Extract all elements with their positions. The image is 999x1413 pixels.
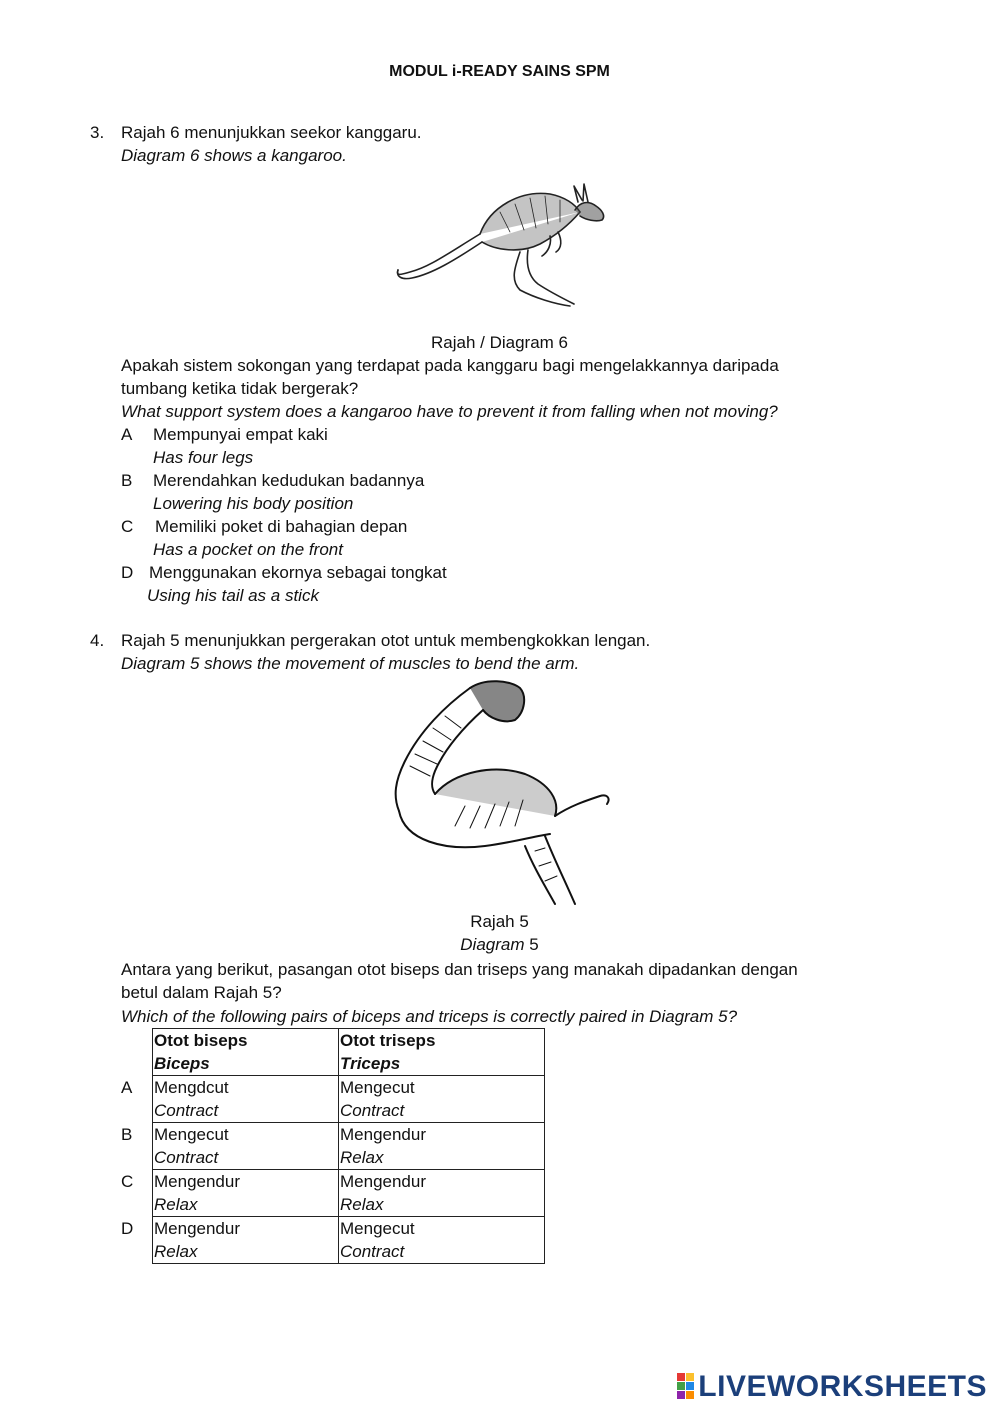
cell-text: Mengendur <box>340 1125 427 1144</box>
q4-caption-ms: Rajah 5 <box>470 912 529 931</box>
q3-option-b-ms: Merendahkan kedudukan badannya <box>153 471 425 490</box>
kangaroo-illustration <box>370 172 620 317</box>
q3-question-ms-1: Apakah sistem sokongan yang terdapat pada kanggaru bagi mengelakkannya daripada <box>121 356 779 375</box>
q3-option-c-en: Has a pocket on the front <box>153 540 343 559</box>
table-row <box>153 1123 545 1170</box>
table-cell-biceps <box>153 1217 339 1264</box>
q3-option-letter: A <box>121 425 133 444</box>
liveworksheets-logo <box>677 1369 987 1403</box>
row-letter-b: B <box>121 1125 133 1144</box>
table-header-triceps <box>339 1029 545 1076</box>
q3-option-b-en: Lowering his body position <box>153 494 354 513</box>
q4-pairs-table <box>152 1028 545 1264</box>
cell-text: Mengdcut <box>154 1078 229 1097</box>
q3-caption: Rajah / Diagram 6 <box>430 333 568 352</box>
cell-text: Relax <box>154 1242 198 1261</box>
q4-question-en: Which of the following pairs of biceps and triceps is correctly paired in Diagram 5? <box>121 1007 738 1026</box>
cell-text: Mengecut <box>340 1078 415 1097</box>
q4-question-ms-1: Antara yang berikut, pasangan otot biseps dan triseps yang manakah dipadankan dengan <box>121 960 798 979</box>
header-triceps-ms: Otot triseps <box>340 1031 436 1050</box>
q3-option-letter: D <box>121 563 134 582</box>
table-cell-biceps <box>153 1123 339 1170</box>
cell-text: Contract <box>154 1148 219 1167</box>
cell-text: Relax <box>340 1148 384 1167</box>
cell-text: Relax <box>154 1195 198 1214</box>
cell-text: Mengendur <box>340 1172 427 1191</box>
row-letter-a: A <box>121 1078 133 1097</box>
q3-question-en: What support system does a kangaroo have to prevent it from falling when not moving? <box>121 402 778 421</box>
table-cell-triceps <box>339 1123 545 1170</box>
cell-text: Contract <box>154 1101 219 1120</box>
cell-text: Mengendur <box>154 1219 241 1238</box>
table-cell-biceps <box>153 1076 339 1123</box>
logo-text: LIVEWORKSHEETS <box>698 1369 987 1403</box>
q3-stem-en: Diagram 6 shows a kangaroo. <box>121 146 347 165</box>
logo-icon <box>677 1373 694 1399</box>
q4-caption-en-num: 5 <box>529 935 539 954</box>
flexed-arm-illustration <box>385 676 620 908</box>
row-letter-c: C <box>121 1172 134 1191</box>
cell-text: Mengendur <box>154 1172 241 1191</box>
cell-text: Mengecut <box>154 1125 229 1144</box>
table-cell-triceps <box>339 1217 545 1264</box>
table-cell-triceps <box>339 1170 545 1217</box>
table-cell-triceps <box>339 1076 545 1123</box>
table-header-row <box>153 1029 545 1076</box>
q4-question-ms-2: betul dalam Rajah 5? <box>121 983 282 1002</box>
table-header-biceps <box>153 1029 339 1076</box>
header-triceps-en: Triceps <box>340 1054 401 1073</box>
q3-option-a-ms: Mempunyai empat kaki <box>153 425 328 444</box>
q3-question-ms-2: tumbang ketika tidak bergerak? <box>121 379 359 398</box>
cell-text: Relax <box>340 1195 384 1214</box>
cell-text: Mengecut <box>340 1219 415 1238</box>
q4-number: 4. <box>90 631 105 650</box>
q3-option-a-en: Has four legs <box>153 448 254 467</box>
q4-stem-ms: Rajah 5 menunjukkan pergerakan otot untuk membengkokkan lengan. <box>121 631 651 650</box>
row-letter-d: D <box>121 1219 134 1238</box>
header-biceps-en: Biceps <box>154 1054 210 1073</box>
q3-option-d-en: Using his tail as a stick <box>147 586 319 605</box>
page-header: MODUL i-READY SAINS SPM <box>389 63 610 80</box>
q3-option-letter: C <box>121 517 134 536</box>
q4-stem-en: Diagram 5 shows the movement of muscles to bend the arm. <box>121 654 580 673</box>
q4-caption-en <box>0 933 999 956</box>
q3-option-c-ms: Memiliki poket di bahagian depan <box>155 517 408 536</box>
q3-stem-ms: Rajah 6 menunjukkan seekor kanggaru. <box>121 123 422 142</box>
table-row <box>153 1076 545 1123</box>
cell-text: Contract <box>340 1101 405 1120</box>
table-row <box>153 1170 545 1217</box>
header-biceps-ms: Otot biseps <box>154 1031 248 1050</box>
table-cell-biceps <box>153 1170 339 1217</box>
q3-option-d-ms: Menggunakan ekornya sebagai tongkat <box>149 563 447 582</box>
table-row <box>153 1217 545 1264</box>
q3-number: 3. <box>90 123 105 142</box>
cell-text: Contract <box>340 1242 405 1261</box>
q4-caption-en-word: Diagram <box>460 935 525 954</box>
q3-option-letter: B <box>121 471 133 490</box>
